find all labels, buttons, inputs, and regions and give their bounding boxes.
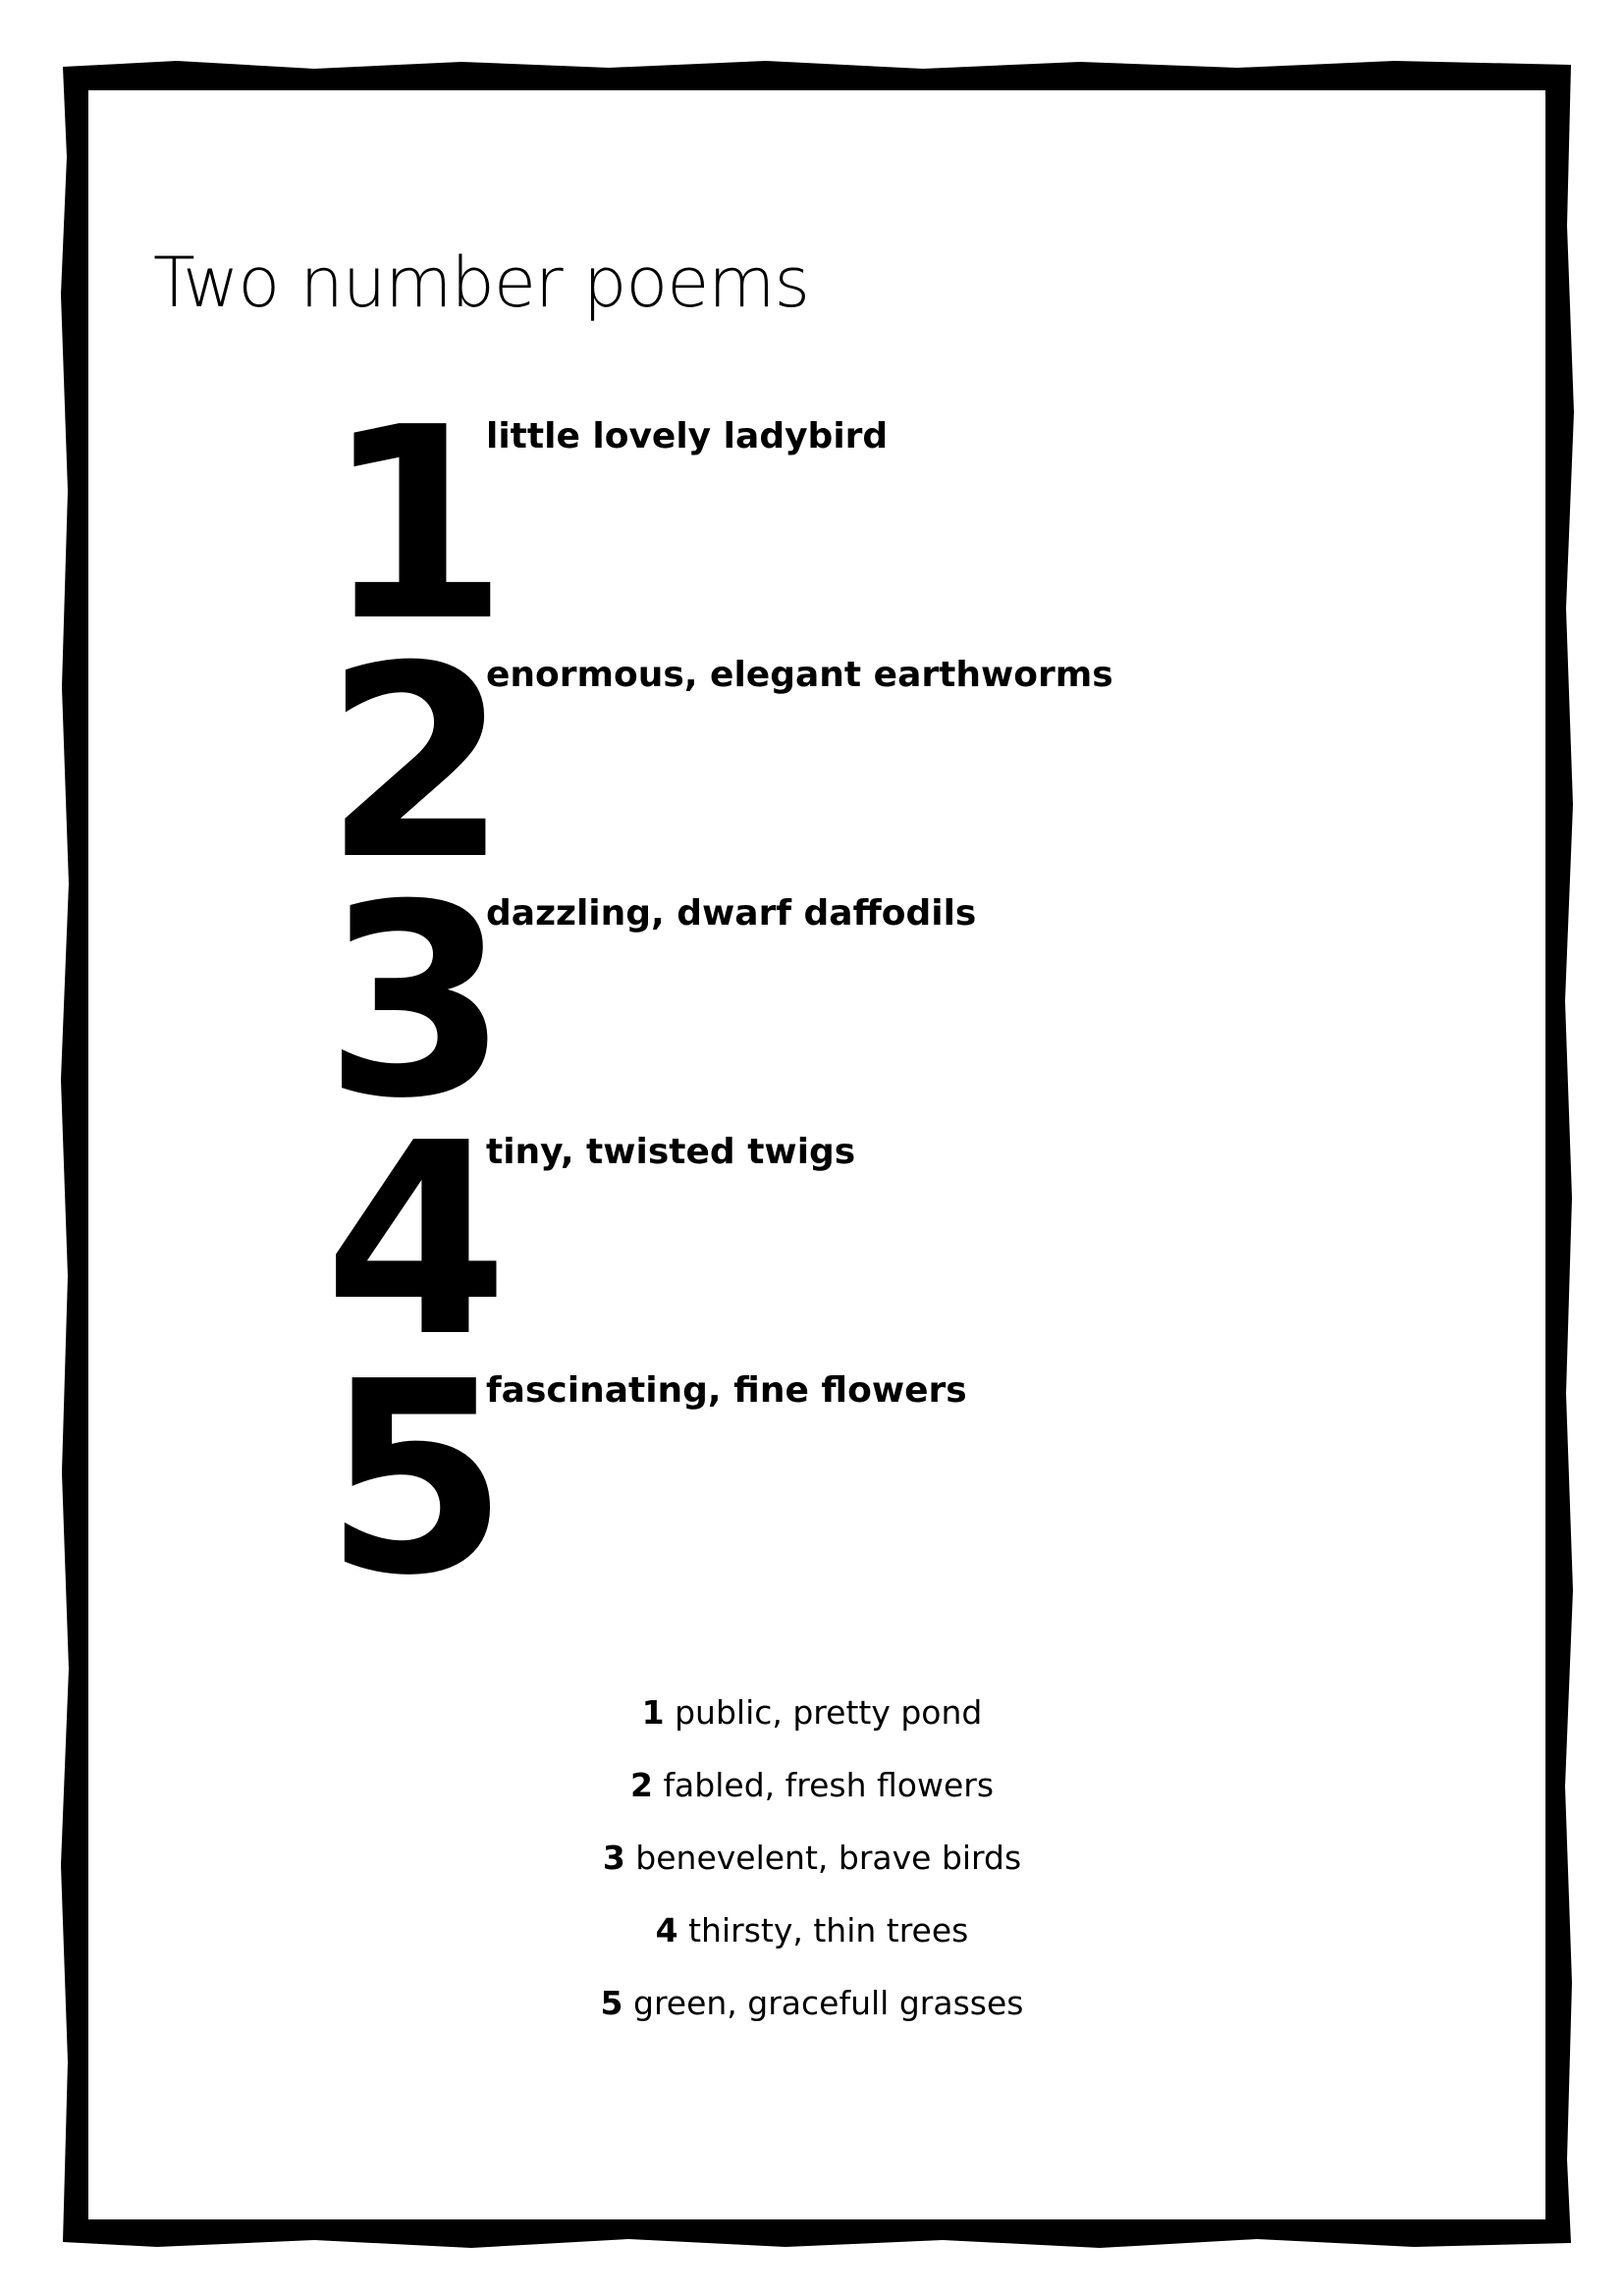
poem-one-line: fascinating, fine flowers — [486, 1370, 967, 1411]
poem-two-line — [0, 1822, 1624, 1895]
poem-two-line — [0, 1677, 1624, 1749]
poem-one-line: little lovely ladybird — [486, 416, 889, 456]
poem-one-line: dazzling, dwarf daffodils — [486, 893, 977, 934]
poem-two-text: thirsty, thin trees — [688, 1911, 969, 1949]
poem-one-number: 3 — [324, 847, 509, 1156]
poem-two-line — [0, 1967, 1624, 2040]
poem-two-number: 1 — [641, 1693, 665, 1732]
poem-two-number: 3 — [602, 1839, 625, 1877]
poem-two-text: benevelent, brave birds — [635, 1839, 1022, 1877]
poem-one-number: 2 — [324, 609, 509, 918]
poem-two-line — [0, 1895, 1624, 1967]
poem-two-text: green, gracefull grasses — [633, 1984, 1024, 2022]
poem-one-number: 4 — [324, 1086, 509, 1395]
poem-one-row — [324, 1324, 1208, 1633]
poem-two-text: public, pretty pond — [675, 1693, 983, 1732]
poem-one-number: 5 — [324, 1324, 509, 1633]
poem-one-line: tiny, twisted twigs — [486, 1132, 856, 1172]
poem-two-number: 2 — [629, 1766, 653, 1804]
poem-two-number: 5 — [600, 1984, 623, 2022]
poem-two-text: fabled, fresh flowers — [663, 1766, 995, 1804]
poem-two — [0, 1677, 1624, 2040]
poem-one-line: enormous, elegant earthworms — [486, 655, 1113, 695]
poem-one-number: 1 — [324, 370, 509, 679]
poem-two-number: 4 — [655, 1911, 678, 1949]
poem-two-line — [0, 1749, 1624, 1822]
page-title: Two number poems — [153, 242, 809, 323]
